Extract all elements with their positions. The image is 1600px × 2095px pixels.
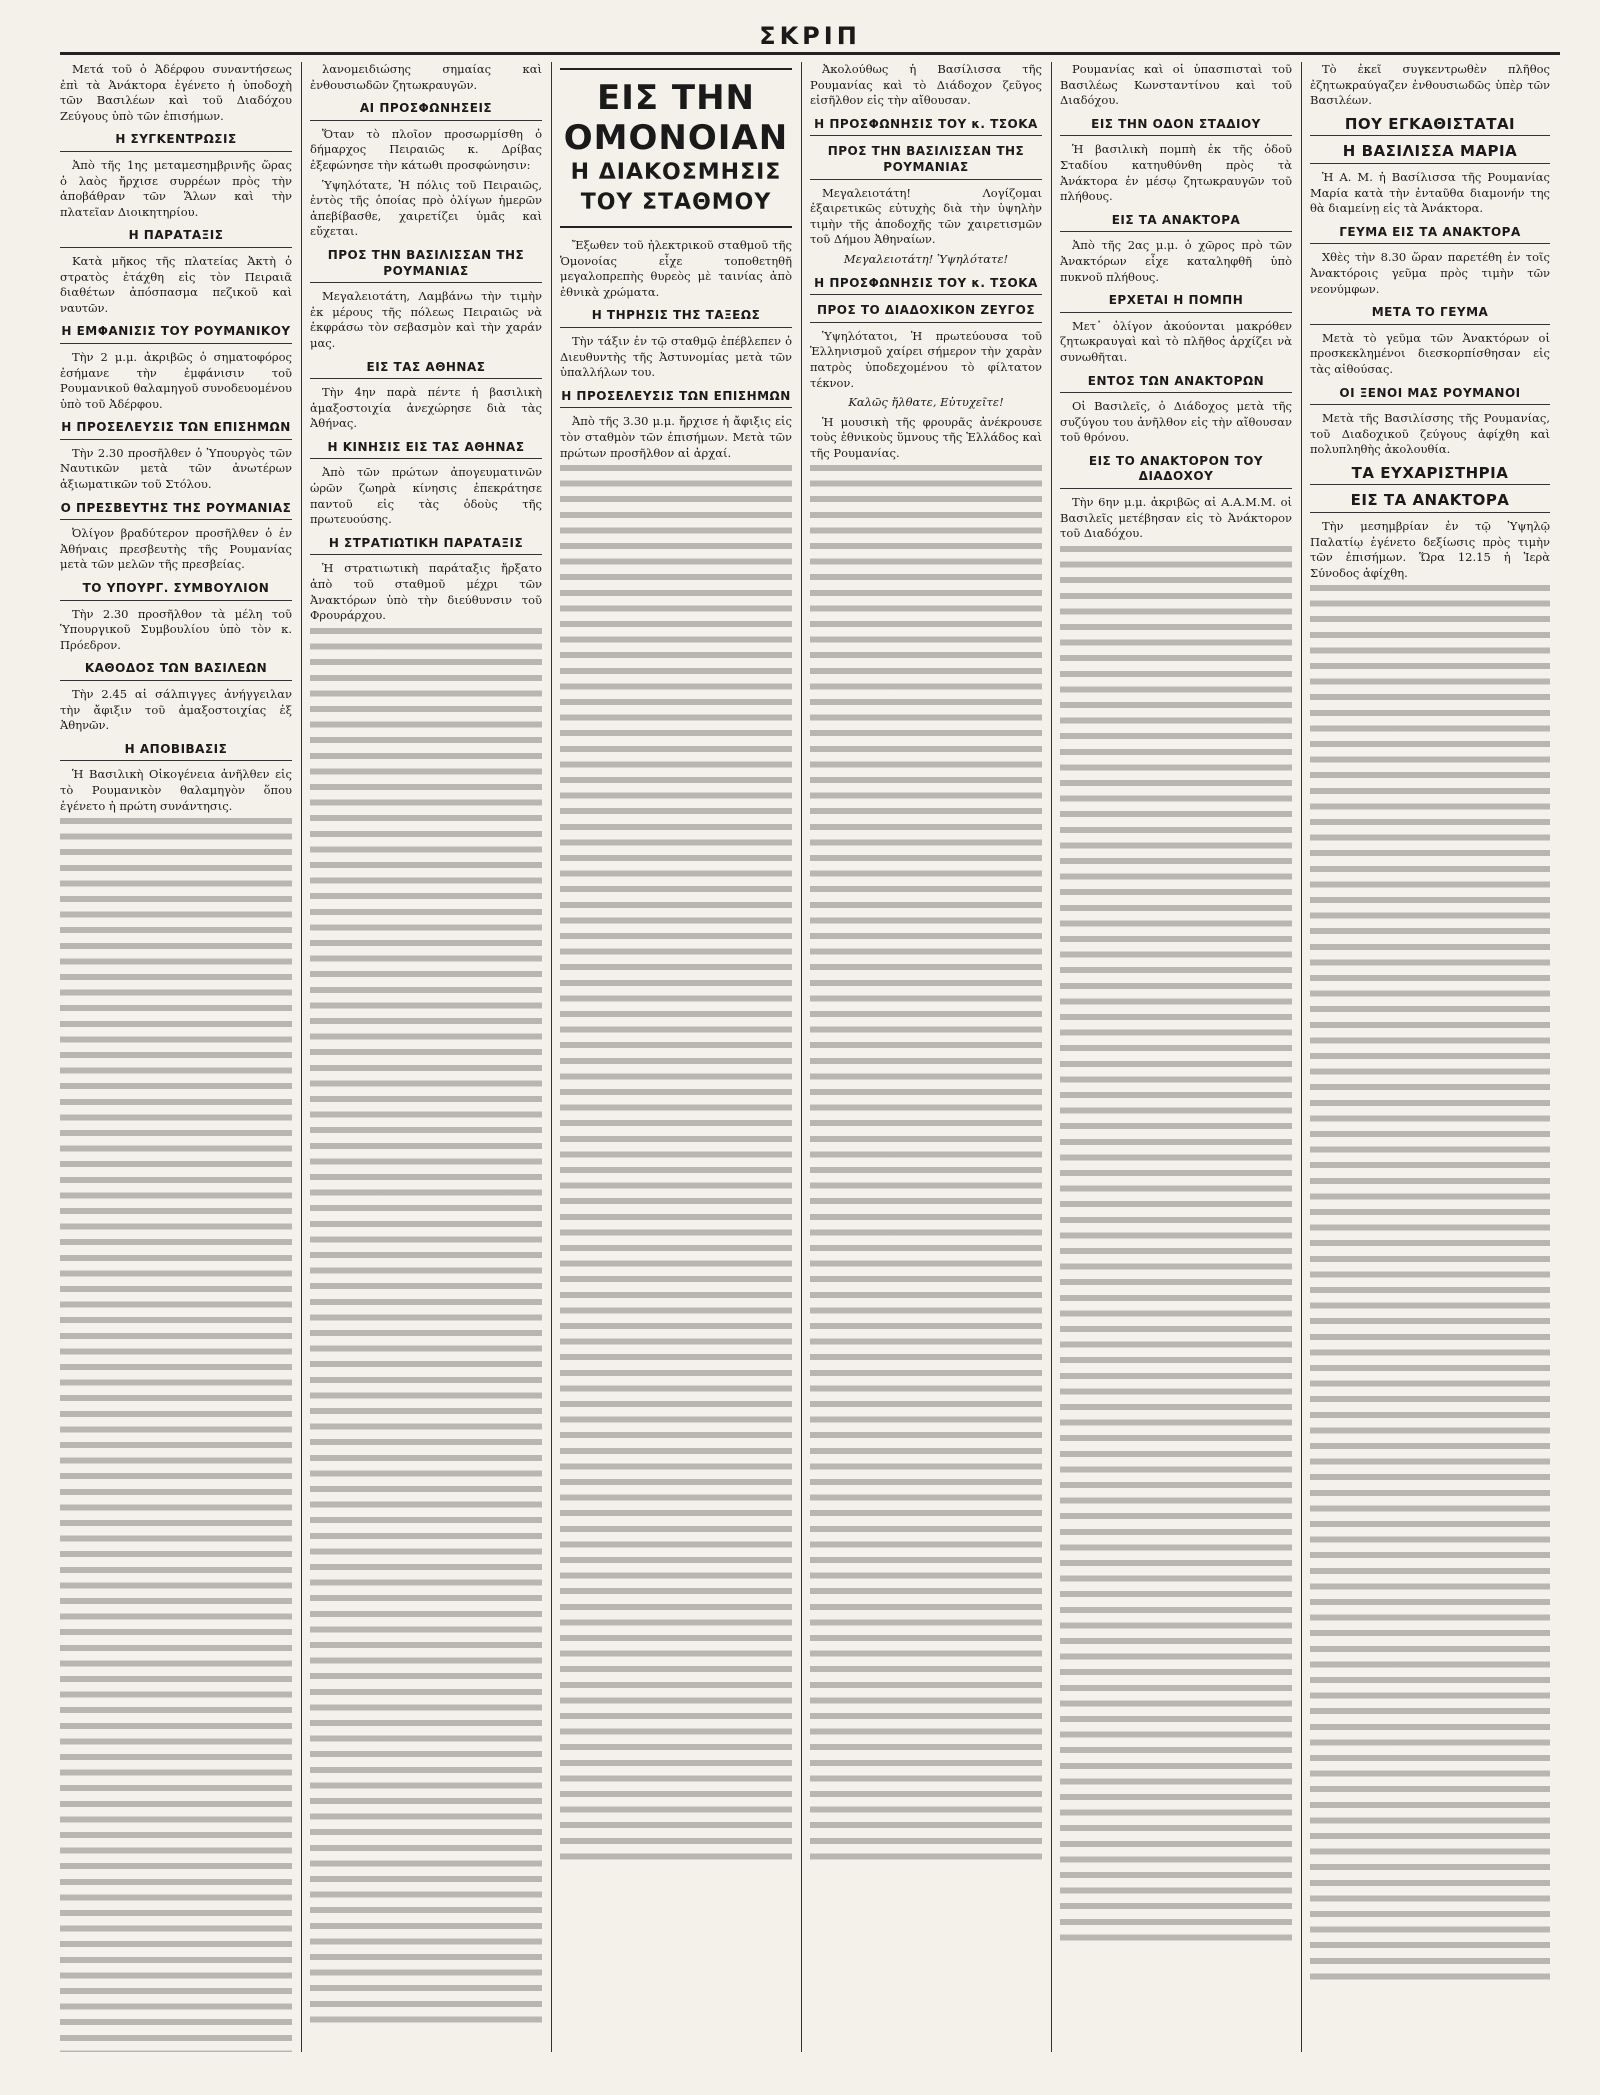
headline-banner — [560, 68, 792, 228]
heading-anaktoron-diadochou: ΕΙΣ ΤΟ ΑΝΑΚΤΟΡΟΝ ΤΟΥ ΔΙΑΔΟΧΟΥ — [1060, 454, 1292, 489]
heading-pros-diadochikon: Η ΠΡΟΣΦΩΝΗΣΙΣ ΤΟΥ κ. ΤΣΟΚΑ — [810, 276, 1042, 296]
column-2 — [310, 62, 542, 2052]
heading-proseleusis: Η ΠΡΟΣΕΛΕΥΣΙΣ ΤΩΝ ΕΠΙΣΗΜΩΝ — [60, 420, 292, 440]
heading-prosfonisis-tsoka: Η ΠΡΟΣΦΩΝΗΣΙΣ ΤΟΥ κ. ΤΣΟΚΑ — [810, 117, 1042, 137]
heading-stratiotiki: Η ΣΤΡΑΤΙΩΤΙΚΗ ΠΑΡΑΤΑΞΙΣ — [310, 536, 542, 556]
column-4 — [810, 62, 1042, 2052]
column-5 — [1060, 62, 1292, 2052]
heading-anaktora: ΕΙΣ ΤΑ ΑΝΑΚΤΟΡΑ — [1060, 213, 1292, 233]
heading-odos-stadiou: ΕΙΣ ΤΗΝ ΟΔΟΝ ΣΤΑΔΙΟΥ — [1060, 117, 1292, 137]
text-apovivasis: Ἡ Βασιλικὴ Οἰκογένεια ἀνῆλθεν εἰς τὸ Ρουμανικὸν θαλαμηγὸν ὅπου ἐγένετο ἡ πρώτη συνάντησις. — [60, 767, 292, 813]
col6-intro: Τὸ ἐκεῖ συγκεντρωθὲν πλῆθος ἐζητωκραύγαζεν ἐνθουσιωδῶς ὑπὲρ τῶν Βασιλέων. — [1310, 62, 1550, 108]
heading-kathodos: ΚΑΘΟΔΟΣ ΤΩΝ ΒΑΣΙΛΕΩΝ — [60, 661, 292, 681]
text-eis-athinas: Τὴν 4ην παρὰ πέντε ἡ βασιλικὴ ἀμαξοστοιχία ἀνεχώρησε διὰ τὰς Ἀθήνας. — [310, 385, 542, 431]
text-anaktora: Ἀπὸ τῆς 2ας μ.μ. ὁ χῶρος πρὸ τῶν Ἀνακτόρων εἶχε καταληφθῆ ὑπὸ πυκνοῦ πλήθους. — [1060, 238, 1292, 284]
newspaper-page — [60, 22, 1560, 2062]
column-text-filler — [1310, 585, 1550, 1985]
heading-emfanisis: Η ΕΜΦΑΝΙΣΙΣ ΤΟΥ ΡΟΥΜΑΝΙΚΟΥ — [60, 324, 292, 344]
heading-proselefsis: Η ΠΡΟΣΕΛΕΥΣΙΣ ΤΩΝ ΕΠΙΣΗΜΩΝ — [560, 389, 792, 409]
text-mousiki: Ἡ μουσικὴ τῆς φρουρᾶς ἀνέκρουσε τοὺς ἐθνικοὺς ὕμνους τῆς Ἑλλάδος καὶ τῆς Ρουμανίας. — [810, 414, 1042, 460]
column-1 — [60, 62, 292, 2052]
column-3 — [560, 62, 792, 2052]
col1-intro: Μετά τοῦ ὁ Ἀδέρφου συναντήσεως ἐπὶ τὰ Ἀνάκτορα ἐγένετο ἡ ὑποδοχὴ τῶν Βασιλέων καὶ τοῦ Διαδόχου Ζεύγους ὑπὸ τῶν ἐπισήμων. — [60, 62, 292, 123]
heading-kinisis: Η ΚΙΝΗΣΙΣ ΕΙΣ ΤΑΣ ΑΘΗΝΑΣ — [310, 440, 542, 460]
heading-ypourgiko: ΤΟ ΥΠΟΥΡΓ. ΣΥΜΒΟΥΛΙΟΝ — [60, 581, 292, 601]
column-6 — [1310, 62, 1550, 2052]
heading-xenoi: ΟΙ ΞΕΝΟΙ ΜΑΣ ΡΟΥΜΑΝΟΙ — [1310, 386, 1550, 406]
masthead — [60, 22, 1560, 55]
text-presvis: Ὀλίγον βραδύτερον προσῆλθεν ὁ ἐν Ἀθήναις πρεσβευτὴς τῆς Ρουμανίας μετὰ τῶν μελῶν τῆς πρεσβείας. — [60, 526, 292, 572]
text-proseleusis: Τὴν 2.30 προσῆλθεν ὁ Ὑπουργὸς τῶν Ναυτικῶν μετὰ τῶν ἀνωτέρων ἀξιωματικῶν τοῦ Στόλου. — [60, 445, 292, 492]
text-entos: Οἱ Βασιλεῖς, ὁ Διάδοχος μετὰ τῆς συζύγου του ἀνῆλθον εἰς τὴν αἴθουσαν τοῦ θρόνου. — [1060, 399, 1292, 445]
column-rule — [1301, 62, 1302, 2052]
column-rule — [551, 62, 552, 2052]
heading-parataxis: Η ΠΑΡΑΤΑΞΙΣ — [60, 228, 292, 248]
col2-intro: λανομειδιώσης σημαίας καὶ ἐνθουσιωδῶν ζητωκραυγῶν. — [310, 62, 542, 92]
text-ypsilotate: Ὑψηλότατε, Ἡ πόλις τοῦ Πειραιῶς, ἐντὸς τῆς ὁποίας πρὸ ὀλίγων ἡμερῶν ἀπεβίβασθε, χαιρετίζει ὑμᾶς καὶ εὔχεται. — [310, 177, 542, 239]
col5-intro: Ρουμανίας καὶ οἱ ὑπασπισταὶ τοῦ Βασιλέως Κωνσταντίνου καὶ τοῦ Διαδόχου. — [1060, 62, 1292, 108]
text-tirisis: Τὴν τάξιν ἐν τῷ σταθμῷ ἐπέβλεπεν ὁ Διευθυντὴς τῆς Ἀστυνομίας μετὰ τῶν ὑπαλλήλων του. — [560, 333, 792, 380]
subheading-egkathistatai: Η ΒΑΣΙΛΙΣΣΑ ΜΑΡΙΑ — [1310, 144, 1550, 164]
text-diadochikon: Ὑψηλότατοι, Ἡ πρωτεύουσα τοῦ Ἑλληνισμοῦ χαίρει σήμερον τὴν χαρὰν πατρὸς ὑποδεχομένου τὸ φίλτατον τέκνον. — [810, 328, 1042, 390]
heading-eis-athinas: ΕΙΣ ΤΑΣ ΑΘΗΝΑΣ — [310, 360, 542, 380]
text-proselefsis: Ἀπὸ τῆς 3.30 μ.μ. ἤρχισε ἡ ἄφιξις εἰς τὸν σταθμὸν τῶν ἐπισήμων. Μετὰ τῶν πρώτων προσῆλθον αἱ ἀρχαί. — [560, 414, 792, 460]
headline-omonoia: ΕΙΣ ΤΗΝ ΟΜΟΝΟΙΑΝ — [563, 78, 789, 158]
heading-egkathistatai: ΠΟΥ ΕΓΚΑΘΙΣΤΑΤΑΙ — [1310, 117, 1550, 137]
column-text-filler — [810, 465, 1042, 1865]
subheading-pros-diadochikon: ΠΡΟΣ ΤΟ ΔΙΑΔΟΧΙΚΟΝ ΖΕΥΓΟΣ — [810, 303, 1042, 323]
text-emfanisis: Τὴν 2 μ.μ. ἀκριβῶς ὁ σηματοφόρος ἐσήμανε τὴν ἐμφάνισιν τοῦ Ρουμανικοῦ θαλαμηγοῦ συνοδευομένου ὑπὸ τοῦ Ἀδέρφου. — [60, 349, 292, 411]
text-stratiotiki: Ἡ στρατιωτικὴ παράταξις ἤρξατο ἀπὸ τοῦ σταθμοῦ μέχρι τῶν Ἀνακτόρων ὑπὸ τὴν διεύθυνσιν τοῦ Φρουράρχου. — [310, 561, 542, 623]
text-meta-geuma: Μετὰ τὸ γεῦμα τῶν Ἀνακτόρων οἱ προσκεκλημένοι διεσκορπίσθησαν εἰς τὰς αἰθούσας. — [1310, 330, 1550, 376]
heading-entos: ΕΝΤΟΣ ΤΩΝ ΑΝΑΚΤΟΡΩΝ — [1060, 374, 1292, 394]
headline-diakosmisis: Η ΔΙΑΚΟΣΜΗΣΙΣ ΤΟΥ ΣΤΑΘΜΟΥ — [570, 160, 782, 215]
text-synkentrosis: Ἀπὸ τῆς 1ης μεταμεσημβρινῆς ὥρας ὁ λαὸς ἤρχισε συρρέων πρὸς τὴν ἀποβάθραν τῶν Ἅλων καὶ τὴν πλατεῖαν Διοικητηρίου. — [60, 157, 292, 219]
masthead-title: ΣΚΡΙΠ — [759, 22, 861, 50]
column-text-filler — [310, 628, 542, 2028]
text-cheer: Μεγαλειοτάτη! Ὑψηλότατε! — [843, 251, 1009, 266]
heading-meta-geuma: ΜΕΤΑ ΤΟ ΓΕΥΜΑ — [1310, 305, 1550, 325]
heading-pros-vasilissa: ΠΡΟΣ ΤΗΝ ΒΑΣΙΛΙΣΣΑΝ ΤΗΣ ΡΟΥΜΑΝΙΑΣ — [310, 248, 542, 283]
text-kathodos: Τὴν 2.45 αἱ σάλπιγγες ἀνήγγειλαν τὴν ἄφιξιν τοῦ ἀμαξοστοιχίας ἐξ Ἀθηνῶν. — [60, 687, 292, 733]
heading-presvis: Ο ΠΡΕΣΒΕΥΤΗΣ ΤΗΣ ΡΟΥΜΑΝΙΑΣ — [60, 501, 292, 521]
heading-synkentrosis: Η ΣΥΓΚΕΝΤΡΩΣΙΣ — [60, 132, 292, 152]
text-ypourgiko: Τὴν 2.30 προσῆλθον τὰ μέλη τοῦ Ὑπουργικοῦ Συμβουλίου ὑπὸ τὸν κ. Πρόεδρον. — [60, 606, 292, 652]
heading-tirisis: Η ΤΗΡΗΣΙΣ ΤΗΣ ΤΑΞΕΩΣ — [560, 308, 792, 328]
column-rule — [801, 62, 802, 2052]
text-egkathistatai: Ἡ Α. Μ. ἡ Βασίλισσα τῆς Ρουμανίας Μαρία κατὰ τὴν ἐνταῦθα διαμονήν της θὰ διαμείνῃ εἰς τὰ Ἀνάκτορα. — [1310, 169, 1550, 216]
column-text-filler — [560, 465, 792, 1865]
heading-efcharistiria: ΤΑ ΕΥΧΑΡΙΣΤΗΡΙΑ — [1310, 466, 1550, 486]
column-rule — [1051, 62, 1052, 2052]
text-anaktoron-diadochou: Τὴν 6ην μ.μ. ἀκριβῶς αἱ Α.Α.Μ.Μ. οἱ Βασιλεῖς μετέβησαν εἰς τὸ Ἀνάκτορον τοῦ Διαδόχου. — [1060, 495, 1292, 541]
text-megaleiotati: Μεγαλειοτάτη! Λογίζομαι ἐξαιρετικῶς εὐτυχὴς διὰ τὴν ὑψηλὴν τιμὴν τῆς ἀποδοχῆς τῶν χαιρετισμῶν τοῦ Δήμου Ἀθηναίων. — [810, 185, 1042, 247]
text-prosfonisis: Ὅταν τὸ πλοῖον προσωρμίσθη ὁ δήμαρχος Πειραιῶς κ. Δρίβας ἐξεφώνησε τὴν κάτωθι προσφώνησιν: — [310, 126, 542, 172]
text-pompi: Μετ᾽ ὀλίγον ἀκούονται μακρόθεν ζητωκραυγαὶ καὶ τὸ πλῆθος ἀρχίζει νὰ συνωθῆται. — [1060, 318, 1292, 364]
heading-geumatis: ΓΕΥΜΑ ΕΙΣ ΤΑ ΑΝΑΚΤΟΡΑ — [1310, 225, 1550, 245]
text-geumatis: Χθὲς τὴν 8.30 ὥραν παρετέθη ἐν τοῖς Ἀνακτόροις γεῦμα πρὸς τιμὴν τῶν νεονύμφων. — [1310, 250, 1550, 296]
text-odos-stadiou: Ἡ βασιλικὴ πομπὴ ἐκ τῆς ὁδοῦ Σταδίου κατηυθύνθη πρὸς τὰ Ἀνάκτορα ἐν μέσῳ ζητωκραυγῶν τοῦ πλήθους. — [1060, 142, 1292, 204]
text-parataxis: Κατὰ μῆκος τῆς πλατείας Ἀκτὴ ὁ στρατὸς ἐτάχθη εἰς τὸν Πειραιᾶ διαθέτων ἀπόσπασμα πεζικοῦ καὶ ναυτῶν. — [60, 253, 292, 315]
text-pros-vasilissa: Μεγαλειοτάτη, Λαμβάνω τὴν τιμὴν ἐκ μέρους τῆς πόλεως Πειραιῶς νὰ ἐκφράσω τὸν σεβασμὸν καὶ τὴν χαράν μας. — [310, 289, 542, 350]
heading-pompi: ΕΡΧΕΤΑΙ Η ΠΟΜΠΗ — [1060, 293, 1292, 313]
text-xenoi: Μετὰ τῆς Βασιλίσσης τῆς Ρουμανίας, τοῦ Διαδοχικοῦ ζεύγους ἀφίχθη καὶ πολυπληθὴς ἀκολουθία. — [1310, 411, 1550, 457]
text-kinisis: Ἀπὸ τῶν πρώτων ἀπογευματινῶν ὡρῶν ζωηρὰ κίνησις ἐπεκράτησε παντοῦ εἰς τὰς ὁδοὺς τῆς πρωτευούσης. — [310, 465, 542, 527]
column-text-filler — [1060, 546, 1292, 1946]
column-text-filler — [60, 818, 292, 2052]
col4-intro: Ἀκολούθως ἡ Βασίλισσα τῆς Ρουμανίας καὶ τὸ Διάδοχον ζεῦγος εἰσῆλθον εἰς τὴν αἴθουσαν. — [810, 62, 1042, 108]
column-rule — [301, 62, 302, 2052]
heading-apovivasis: Η ΑΠΟΒΙΒΑΣΙΣ — [60, 742, 292, 762]
subheading-prosfonisis-tsoka: ΠΡΟΣ ΤΗΝ ΒΑΣΙΛΙΣΣΑΝ ΤΗΣ ΡΟΥΜΑΝΙΑΣ — [810, 144, 1042, 179]
text-cheer-2: Καλῶς ἤλθατε, Εὐτυχεῖτε! — [848, 395, 1004, 410]
subheading-efcharistiria: ΕΙΣ ΤΑ ΑΝΑΚΤΟΡΑ — [1310, 493, 1550, 513]
heading-prosfonisis: ΑΙ ΠΡΟΣΦΩΝΗΣΕΙΣ — [310, 101, 542, 121]
text-diakosmisis: Ἔξωθεν τοῦ ἠλεκτρικοῦ σταθμοῦ τῆς Ὁμονοίας εἶχε τοποθετηθῆ μεγαλοπρεπὴς θυρεὸς μὲ ταινίας ἀπὸ ἐθνικὰ χρώματα. — [560, 238, 792, 299]
text-efcharistiria: Τὴν μεσημβρίαν ἐν τῷ Ὑψηλῷ Παλατίῳ ἐγένετο δεξίωσις πρὸς τιμὴν τῶν ἐπισήμων. Ὥρα 12.15 ἡ Ἱερὰ Σύνοδος ἀφίχθη. — [1310, 519, 1550, 580]
